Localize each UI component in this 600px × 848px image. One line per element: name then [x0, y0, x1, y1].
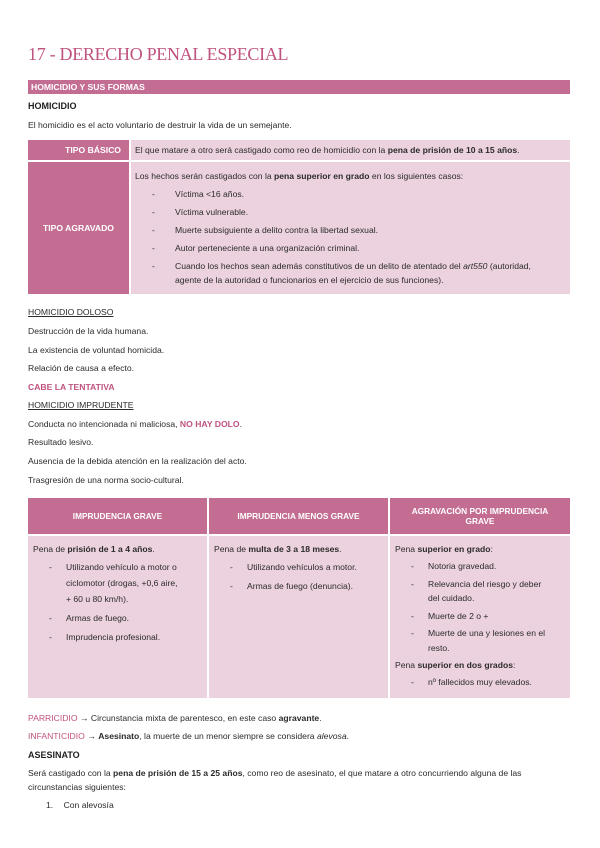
agravacion-pena1-text: Pena	[395, 544, 418, 554]
heading-homicidio-imprudente: HOMICIDIO IMPRUDENTE	[28, 400, 134, 410]
agravacion-list-2	[395, 675, 565, 690]
infanticidio-line	[28, 731, 349, 741]
asesinato-item-1	[46, 800, 114, 810]
imprudente-text: Conducta no intencionada ni maliciosa,	[28, 419, 180, 429]
cell-imprudencia-grave	[28, 536, 207, 698]
list-item: - Armas de fuego (denuncia).	[214, 578, 383, 594]
tipo-agravado-value	[131, 162, 570, 294]
page-title: 17 - DERECHO PENAL ESPECIAL	[28, 44, 289, 64]
parricidio-text: Circunstancia mixta de parentesco, en este caso	[88, 713, 279, 723]
imprudente-line-dolo	[28, 419, 242, 429]
agravacion-item2-l2: del cuidado.	[428, 593, 475, 604]
cell-imprudencia-menos-grave	[209, 536, 388, 698]
doloso-line: Relación de causa a efecto.	[28, 363, 135, 373]
menos-grave-pena-text: Pena de	[214, 544, 249, 554]
menos-grave-pena-end: .	[339, 544, 342, 554]
grave-pena	[33, 542, 202, 556]
list-item: - Imprudencia profesional.	[33, 629, 202, 645]
item-text: Con alevosía	[63, 800, 114, 810]
infanticidio-italic: alevosa	[316, 731, 347, 741]
list-item: - Utilizando vehículos a motor.	[214, 559, 383, 575]
agravado-intro-text: Los hechos serán castigados con la	[135, 171, 275, 181]
tentativa-label: CABE LA TENTATIVA	[28, 382, 115, 392]
tipo-basico-end: .	[517, 145, 520, 155]
agravacion-pena1-end: :	[490, 544, 493, 554]
agravacion-item4-l1: Muerte de una y lesiones en el	[428, 628, 546, 639]
arrow-right-icon: →	[87, 731, 96, 741]
list-item: - Muerte subsiguiente a delito contra la libertad sexual.	[135, 221, 570, 239]
list-item: - Notoria gravedad.	[395, 559, 565, 574]
item-number: 1.	[46, 800, 54, 810]
grave-item1-l3: + 60 u 80 km/h).	[66, 594, 129, 605]
grave-pena-end: .	[152, 544, 155, 554]
homicidio-definition: El homicidio es el acto voluntario de destruir la vida de un semejante.	[28, 120, 292, 130]
agravacion-item2-l1: Relevancia del riesgo y deber	[428, 578, 542, 589]
asesinato-line-2: circunstancias siguientes:	[28, 782, 126, 792]
imprudente-end: .	[239, 419, 243, 429]
grave-pena-bold: prisión de 1 a 4 años	[67, 544, 153, 554]
cell-agravacion	[390, 536, 570, 698]
agravacion-pena2-end: :	[512, 660, 516, 671]
parricidio-line	[28, 713, 322, 723]
list-item	[135, 257, 570, 287]
tipo-basico-value	[131, 140, 570, 160]
parricidio-label: PARRICIDIO	[28, 713, 78, 723]
agravacion-list-1	[395, 559, 565, 655]
list-item: - Víctima <16 años.	[135, 185, 570, 203]
arrow-right-icon: →	[79, 713, 89, 723]
no-hay-dolo: NO HAY DOLO	[179, 419, 240, 429]
heading-asesinato: ASESINATO	[28, 750, 80, 760]
tipo-basico-text: El que matare a otro será castigado como reo de homicidio con la	[135, 145, 388, 155]
asesinato-line-1	[28, 768, 521, 778]
agravacion-pena2-text: Pena	[395, 660, 418, 671]
section-header-homicidio: HOMICIDIO Y SUS FORMAS	[28, 80, 570, 94]
last-item-after: (autoridad,	[487, 261, 531, 271]
asesinato-text-after: , como reo de asesinato, el que matare a otro concurriendo alguna de las	[242, 768, 522, 778]
imprudente-line: Trasgresión de una norma socio-cultural.	[28, 475, 184, 485]
list-item: - nº fallecidos muy elevados.	[395, 675, 565, 690]
asesinato-pena: pena de prisión de 15 a 25 años	[113, 768, 243, 778]
list-item: - Armas de fuego.	[33, 610, 202, 626]
grave-item1-l2: ciclomotor (drogas, +0,6 aire,	[66, 578, 178, 589]
grave-list	[33, 559, 202, 645]
heading-homicidio-doloso: HOMICIDIO DOLOSO	[28, 307, 114, 317]
infanticidio-text: , la muerte de un menor siempre se considera	[139, 731, 317, 741]
parricidio-end: .	[319, 713, 322, 723]
agravacion-pena-2	[395, 658, 565, 672]
list-item: - Muerte de 2 o +	[395, 609, 565, 624]
header-imprudencia-grave: IMPRUDENCIA GRAVE	[28, 498, 207, 534]
agravado-intro-end: en los siguientes casos:	[369, 171, 464, 181]
list-item: - Víctima vulnerable.	[135, 203, 570, 221]
last-item-text: Cuando los hechos sean además constitutivos de un delito de atentado del	[175, 261, 464, 271]
tipo-basico-pena: pena de prisión de 10 a 15 años	[387, 145, 518, 155]
header-imprudencia-menos-grave: IMPRUDENCIA MENOS GRAVE	[209, 498, 388, 534]
list-item: - Autor perteneciente a una organización criminal.	[135, 239, 570, 257]
tipo-agravado-label: TIPO AGRAVADO	[28, 162, 129, 294]
menos-grave-pena-bold: multa de 3 a 18 meses	[248, 544, 340, 554]
imprudente-line: Resultado lesivo.	[28, 437, 94, 447]
list-item	[395, 626, 565, 655]
menos-grave-pena	[214, 542, 383, 556]
agravacion-item4-l2: resto.	[428, 642, 450, 653]
tipo-basico-label: TIPO BÁSICO	[28, 140, 129, 160]
last-item-line2: agente de la autoridad o funcionarios en el ejercicio de sus funciones).	[175, 275, 444, 285]
agravacion-pena-1	[395, 542, 565, 556]
doloso-line: La existencia de voluntad homicida.	[28, 345, 165, 355]
asesinato-text: Será castigado con la	[28, 768, 114, 778]
infanticidio-label: INFANTICIDIO	[28, 731, 85, 741]
tipo-agravado-intro	[135, 167, 570, 185]
agravado-intro-bold: pena superior en grado	[274, 171, 370, 181]
imprudente-line: Ausencia de la debida atención en la realización del acto.	[28, 456, 247, 466]
agravado-list	[135, 185, 570, 287]
menos-grave-list	[214, 559, 383, 594]
infanticidio-end: .	[346, 731, 349, 741]
list-item	[395, 577, 565, 606]
last-item-article: art550	[463, 261, 488, 271]
doloso-line: Destrucción de la vida humana.	[28, 326, 149, 336]
grave-item1-l1: Utilizando vehículo a motor o	[66, 562, 177, 573]
parricidio-bold: agravante	[278, 713, 320, 723]
list-item	[33, 559, 202, 607]
grave-pena-text: Pena de	[33, 544, 68, 554]
agravacion-pena2-bold: superior en dos grados	[417, 660, 513, 671]
heading-homicidio: HOMICIDIO	[28, 101, 77, 111]
infanticidio-bold: Asesinato	[98, 731, 140, 741]
header-agravacion: AGRAVACIÓN POR IMPRUDENCIA GRAVE	[390, 498, 570, 534]
agravacion-pena1-bold: superior en grado	[417, 544, 491, 554]
